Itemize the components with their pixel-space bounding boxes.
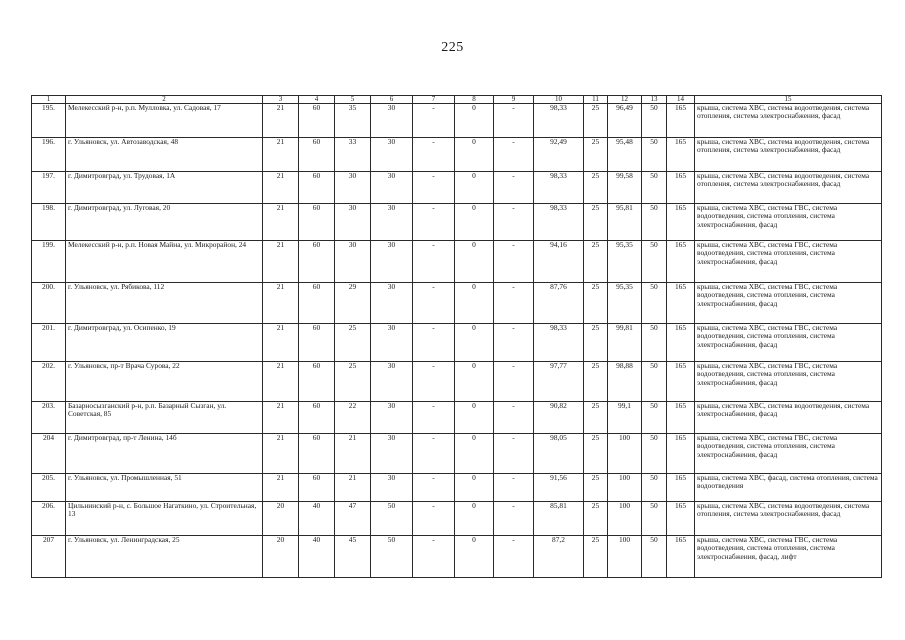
value-cell: 21 — [263, 474, 299, 502]
value-cell: 0 — [455, 402, 494, 434]
address-cell: Базарносызганский р-н, р.п. Базарный Сызган, ул. Советская, 85 — [66, 402, 263, 434]
table-row — [32, 172, 882, 204]
works-list-cell: крыша, система ХВС, система ГВС, система водоотведения, система отопления, система электроснабжения, фасад — [695, 204, 882, 241]
value-cell: 98,88 — [608, 362, 642, 402]
value-cell: 25 — [584, 104, 608, 138]
column-header: 9 — [494, 96, 534, 104]
value-cell: 20 — [263, 536, 299, 578]
value-cell: - — [494, 283, 534, 324]
value-cell: 30 — [371, 138, 413, 172]
value-cell: 98,33 — [534, 104, 584, 138]
value-cell: 40 — [299, 536, 335, 578]
works-list-cell: крыша, система ХВС, система водоотведения, система электроснабжения, фасад — [695, 402, 882, 434]
address-cell: Мелекесский р-н, р.п. Новая Майна, ул. Микрорайон, 24 — [66, 241, 263, 283]
column-header: 10 — [534, 96, 584, 104]
value-cell: 95,35 — [608, 283, 642, 324]
address-cell: г. Димитровград, пр-т Ленина, 14б — [66, 434, 263, 474]
value-cell: 98,33 — [534, 204, 584, 241]
value-cell: 165 — [667, 138, 695, 172]
value-cell: 29 — [335, 283, 371, 324]
value-cell: 25 — [584, 362, 608, 402]
value-cell: 50 — [642, 474, 667, 502]
address-cell: г. Ульяновск, ул. Автозаводская, 48 — [66, 138, 263, 172]
value-cell: 50 — [642, 241, 667, 283]
value-cell: 21 — [263, 283, 299, 324]
table-row — [32, 138, 882, 172]
value-cell: 60 — [299, 324, 335, 362]
value-cell: 22 — [335, 402, 371, 434]
row-number-cell: 207 — [32, 536, 66, 578]
value-cell: 33 — [335, 138, 371, 172]
table-row — [32, 362, 882, 402]
value-cell: 25 — [584, 434, 608, 474]
table-row — [32, 324, 882, 362]
value-cell: - — [494, 402, 534, 434]
value-cell: 0 — [455, 536, 494, 578]
value-cell: 30 — [371, 104, 413, 138]
value-cell: 0 — [455, 362, 494, 402]
table-row — [32, 402, 882, 434]
value-cell: 95,81 — [608, 204, 642, 241]
value-cell: 30 — [371, 362, 413, 402]
value-cell: 94,16 — [534, 241, 584, 283]
value-cell: 25 — [584, 172, 608, 204]
table-row — [32, 104, 882, 138]
value-cell: 50 — [642, 104, 667, 138]
value-cell: 45 — [335, 536, 371, 578]
value-cell: 0 — [455, 474, 494, 502]
value-cell: 30 — [371, 434, 413, 474]
value-cell: 165 — [667, 283, 695, 324]
value-cell: 30 — [371, 283, 413, 324]
value-cell: 0 — [455, 241, 494, 283]
value-cell: 60 — [299, 362, 335, 402]
value-cell: 50 — [642, 283, 667, 324]
column-header: 4 — [299, 96, 335, 104]
value-cell: 165 — [667, 324, 695, 362]
value-cell: 21 — [263, 204, 299, 241]
value-cell: 96,49 — [608, 104, 642, 138]
address-cell: Мелекесский р-н, р.п. Мулловка, ул. Садовая, 17 — [66, 104, 263, 138]
value-cell: 25 — [584, 324, 608, 362]
value-cell: - — [413, 402, 455, 434]
value-cell: 30 — [371, 474, 413, 502]
value-cell: 21 — [263, 104, 299, 138]
value-cell: 60 — [299, 172, 335, 204]
value-cell: - — [413, 474, 455, 502]
row-number-cell: 195. — [32, 104, 66, 138]
value-cell: - — [494, 536, 534, 578]
works-list-cell: крыша, система ХВС, система водоотведения, система отопления, система электроснабжения, фасад — [695, 138, 882, 172]
value-cell: 40 — [299, 502, 335, 536]
value-cell: 99,1 — [608, 402, 642, 434]
value-cell: 35 — [335, 104, 371, 138]
value-cell: 0 — [455, 104, 494, 138]
row-number-cell: 197. — [32, 172, 66, 204]
column-header: 12 — [608, 96, 642, 104]
value-cell: 25 — [584, 502, 608, 536]
value-cell: - — [413, 241, 455, 283]
value-cell: - — [494, 474, 534, 502]
value-cell: 25 — [335, 362, 371, 402]
table-row — [32, 283, 882, 324]
value-cell: 21 — [263, 402, 299, 434]
works-list-cell: крыша, система ХВС, система ГВС, система водоотведения, система отопления, система электроснабжения, фасад — [695, 362, 882, 402]
value-cell: 47 — [335, 502, 371, 536]
value-cell: 0 — [455, 172, 494, 204]
value-cell: 60 — [299, 204, 335, 241]
column-header: 15 — [695, 96, 882, 104]
value-cell: 21 — [263, 241, 299, 283]
value-cell: 91,56 — [534, 474, 584, 502]
works-list-cell: крыша, система ХВС, система водоотведения, система отопления, система электроснабжения, фасад — [695, 104, 882, 138]
value-cell: 95,48 — [608, 138, 642, 172]
value-cell: 165 — [667, 241, 695, 283]
works-list-cell: крыша, система ХВС, система ГВС, система водоотведения, система отопления, система электроснабжения, фасад — [695, 324, 882, 362]
row-number-cell: 205. — [32, 474, 66, 502]
value-cell: 21 — [263, 324, 299, 362]
value-cell: 0 — [455, 204, 494, 241]
address-cell: г. Димитровград, ул. Луговая, 20 — [66, 204, 263, 241]
value-cell: 0 — [455, 138, 494, 172]
works-list-cell: крыша, система ХВС, система ГВС, система водоотведения, система отопления, система электроснабжения, фасад — [695, 283, 882, 324]
works-list-cell: крыша, система ХВС, система ГВС, система водоотведения, система отопления, система электроснабжения, фасад — [695, 241, 882, 283]
value-cell: 92,49 — [534, 138, 584, 172]
value-cell: 25 — [584, 138, 608, 172]
value-cell: 21 — [335, 474, 371, 502]
value-cell: - — [413, 172, 455, 204]
value-cell: 50 — [642, 434, 667, 474]
value-cell: 99,81 — [608, 324, 642, 362]
value-cell: 20 — [263, 502, 299, 536]
column-header: 13 — [642, 96, 667, 104]
value-cell: 98,33 — [534, 172, 584, 204]
row-number-cell: 204 — [32, 434, 66, 474]
value-cell: - — [413, 362, 455, 402]
row-number-cell: 201. — [32, 324, 66, 362]
value-cell: - — [494, 104, 534, 138]
row-number-cell: 203. — [32, 402, 66, 434]
row-number-cell: 196. — [32, 138, 66, 172]
table-row — [32, 502, 882, 536]
value-cell: - — [494, 138, 534, 172]
column-header: 7 — [413, 96, 455, 104]
column-header: 3 — [263, 96, 299, 104]
value-cell: 60 — [299, 138, 335, 172]
value-cell: 25 — [584, 474, 608, 502]
value-cell: 30 — [371, 172, 413, 204]
value-cell: - — [413, 536, 455, 578]
address-cell: г. Ульяновск, пр-т Врача Сурова, 22 — [66, 362, 263, 402]
value-cell: 85,81 — [534, 502, 584, 536]
value-cell: 21 — [263, 362, 299, 402]
column-header: 14 — [667, 96, 695, 104]
address-cell: г. Ульяновск, ул. Ленинградская, 25 — [66, 536, 263, 578]
value-cell: 30 — [371, 402, 413, 434]
table-row — [32, 204, 882, 241]
column-header: 5 — [335, 96, 371, 104]
table-row — [32, 434, 882, 474]
value-cell: 97,77 — [534, 362, 584, 402]
value-cell: 25 — [584, 402, 608, 434]
value-cell: 30 — [371, 241, 413, 283]
column-header: 8 — [455, 96, 494, 104]
value-cell: - — [494, 324, 534, 362]
value-cell: - — [413, 104, 455, 138]
table-row — [32, 241, 882, 283]
value-cell: 30 — [335, 204, 371, 241]
value-cell: 25 — [584, 204, 608, 241]
address-cell: Цильнинский р-н, с. Большое Нагаткино, ул. Строительная, 13 — [66, 502, 263, 536]
value-cell: - — [494, 434, 534, 474]
row-number-cell: 202. — [32, 362, 66, 402]
value-cell: - — [413, 434, 455, 474]
value-cell: - — [413, 324, 455, 362]
value-cell: 50 — [642, 502, 667, 536]
value-cell: 21 — [335, 434, 371, 474]
value-cell: - — [494, 172, 534, 204]
works-list-cell: крыша, система ХВС, фасад, система отопления, система водоотведения — [695, 474, 882, 502]
value-cell: 60 — [299, 241, 335, 283]
value-cell: 0 — [455, 324, 494, 362]
column-header: 1 — [32, 96, 66, 104]
value-cell: - — [494, 241, 534, 283]
value-cell: 21 — [263, 434, 299, 474]
value-cell: 30 — [335, 241, 371, 283]
value-cell: - — [413, 502, 455, 536]
value-cell: 165 — [667, 474, 695, 502]
value-cell: 50 — [371, 536, 413, 578]
row-number-cell: 198. — [32, 204, 66, 241]
value-cell: 50 — [642, 172, 667, 204]
value-cell: 87,2 — [534, 536, 584, 578]
row-number-cell: 199. — [32, 241, 66, 283]
value-cell: 60 — [299, 402, 335, 434]
value-cell: 25 — [335, 324, 371, 362]
value-cell: 100 — [608, 474, 642, 502]
value-cell: 165 — [667, 362, 695, 402]
value-cell: 165 — [667, 536, 695, 578]
works-list-cell: крыша, система ХВС, система ГВС, система водоотведения, система отопления, система электроснабжения, фасад, лифт — [695, 536, 882, 578]
value-cell: 165 — [667, 204, 695, 241]
works-list-cell: крыша, система ХВС, система ГВС, система водоотведения, система отопления, система электроснабжения, фасад — [695, 434, 882, 474]
row-number-cell: 206. — [32, 502, 66, 536]
value-cell: - — [413, 138, 455, 172]
value-cell: 0 — [455, 434, 494, 474]
address-cell: г. Димитровград, ул. Трудовая, 1А — [66, 172, 263, 204]
value-cell: 50 — [642, 138, 667, 172]
works-list-cell: крыша, система ХВС, система водоотведения, система отопления, система электроснабжения, фасад — [695, 502, 882, 536]
address-cell: г. Ульяновск, ул. Промышленная, 51 — [66, 474, 263, 502]
value-cell: - — [413, 283, 455, 324]
value-cell: 99,58 — [608, 172, 642, 204]
value-cell: - — [494, 204, 534, 241]
table-row — [32, 536, 882, 578]
value-cell: 95,35 — [608, 241, 642, 283]
value-cell: 165 — [667, 502, 695, 536]
value-cell: 165 — [667, 434, 695, 474]
table-row — [32, 474, 882, 502]
value-cell: 165 — [667, 172, 695, 204]
value-cell: 100 — [608, 502, 642, 536]
address-cell: г. Ульяновск, ул. Рябикова, 112 — [66, 283, 263, 324]
value-cell: 50 — [642, 402, 667, 434]
value-cell: - — [494, 502, 534, 536]
column-number-row — [32, 96, 882, 104]
column-header: 2 — [66, 96, 263, 104]
page-number: 225 — [441, 40, 464, 55]
value-cell: 50 — [642, 362, 667, 402]
housing-register-table — [31, 95, 882, 578]
value-cell: 21 — [263, 138, 299, 172]
value-cell: - — [494, 362, 534, 402]
value-cell: - — [413, 204, 455, 241]
value-cell: 98,33 — [534, 324, 584, 362]
value-cell: 0 — [455, 283, 494, 324]
value-cell: 30 — [371, 324, 413, 362]
value-cell: 50 — [642, 536, 667, 578]
value-cell: 50 — [642, 324, 667, 362]
value-cell: 165 — [667, 402, 695, 434]
value-cell: 60 — [299, 474, 335, 502]
value-cell: 100 — [608, 434, 642, 474]
value-cell: 50 — [642, 204, 667, 241]
row-number-cell: 200. — [32, 283, 66, 324]
value-cell: 60 — [299, 434, 335, 474]
value-cell: 25 — [584, 241, 608, 283]
address-cell: г. Димитровград, ул. Осипенко, 19 — [66, 324, 263, 362]
value-cell: 165 — [667, 104, 695, 138]
value-cell: 30 — [371, 204, 413, 241]
value-cell: 30 — [335, 172, 371, 204]
value-cell: 98,05 — [534, 434, 584, 474]
value-cell: 50 — [371, 502, 413, 536]
value-cell: 60 — [299, 283, 335, 324]
value-cell: 25 — [584, 536, 608, 578]
column-header: 11 — [584, 96, 608, 104]
value-cell: 100 — [608, 536, 642, 578]
value-cell: 0 — [455, 502, 494, 536]
value-cell: 25 — [584, 283, 608, 324]
value-cell: 90,82 — [534, 402, 584, 434]
value-cell: 21 — [263, 172, 299, 204]
value-cell: 87,76 — [534, 283, 584, 324]
column-header: 6 — [371, 96, 413, 104]
value-cell: 60 — [299, 104, 335, 138]
works-list-cell: крыша, система ХВС, система водоотведения, система отопления, система электроснабжения, фасад — [695, 172, 882, 204]
